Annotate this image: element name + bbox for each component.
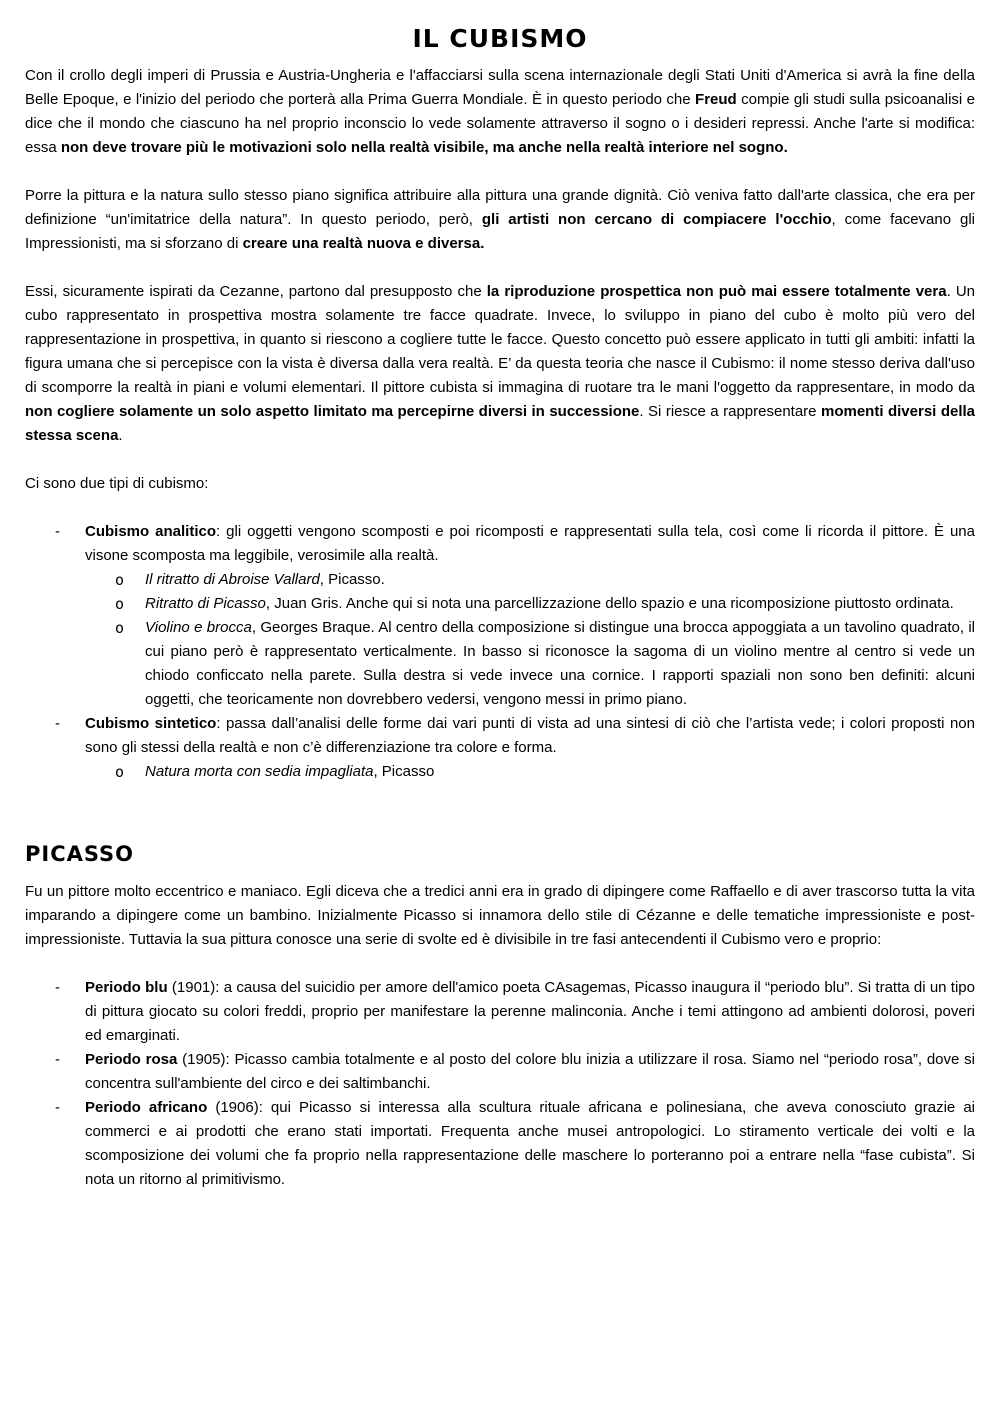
paragraph-perspective: [25, 280, 975, 448]
page-title: IL CUBISMO: [412, 24, 588, 53]
term: Periodo africano: [85, 1099, 208, 1116]
term: Periodo blu: [85, 979, 168, 996]
term: Cubismo analitico: [85, 523, 216, 540]
list-item-analytic: [25, 520, 975, 712]
term: Periodo rosa: [85, 1051, 178, 1068]
dash-bullet: -: [55, 979, 60, 996]
paragraph-picasso-intro: Fu un pittore molto eccentrico e maniaco. Egli diceva che a tredici anni era in grado di dipingere come Raffaello e di aver trascorso tutta la vita imparando a dipingere come un bambino. Inizialmente Picasso si innamora dello stile di Cézanne e delle tematiche impressioniste e post-impressioniste. Tuttavia la sua pittura conosce una serie di svolte ed è divisibile in tre fasi antecendenti il Cubismo vero e proprio:: [25, 883, 975, 948]
bold-text: momenti diversi della stessa scena: [25, 403, 975, 444]
bold-text: gli artisti non cercano di compiacere l'occhio: [481, 211, 832, 228]
list-item-synthetic: [25, 712, 975, 784]
paragraph-intro: [25, 64, 975, 160]
works-list: [85, 568, 975, 712]
bold-text: non deve trovare più le motivazioni solo nella realtà visibile, ma anche nella realtà interiore nel sogno.: [60, 139, 788, 156]
definition: (1905): Picasso cambia totalmente e al posto del colore blu inizia a utilizzare il rosa. Siamo nel “periodo rosa”, dove si concentra sull'ambiente del circo e dei saltimbanchi.: [85, 1051, 975, 1092]
circle-bullet: o: [115, 763, 125, 781]
text: Con il crollo degli imperi di Prussia e Austria-Ungheria e l'affacciarsi sulla scena internazionale degli Stati Uniti d'America si avrà la fine della Belle Epoque, e l'inizio del periodo che porterà alla Prima Guerra Mondiale. È in questo periodo che: [25, 67, 975, 108]
dash-bullet: -: [55, 523, 60, 540]
work-title: Il ritratto di Abroise Vallard: [145, 571, 320, 588]
definition: (1906): qui Picasso si interessa alla scultura rituale africana e polinesiana, che aveva conosciuto grazie ai commerci e ai prodotti che erano stati importati. Frequenta anche musei antropologici. Lo stiramento verticale dei volti e la scomposizione dei volumi che fa proprio nella rappresentazione delle maschere lo porteranno poi a entrare nella “fase cubista”. Si nota un ritorno al primitivismo.: [85, 1099, 976, 1188]
work-item: [85, 568, 975, 592]
list-item-rose-period: [25, 1048, 975, 1096]
dash-bullet: -: [55, 1051, 60, 1068]
section-spacer: [25, 784, 975, 840]
bold-text: Freud: [695, 91, 737, 108]
work-title: Violino e brocca: [145, 619, 252, 636]
list-item-african-period: [25, 1096, 975, 1192]
work-item: [85, 760, 975, 784]
work-author: , Juan Gris. Anche qui si nota una parcellizzazione dello spazio e una ricomposizione piuttosto ordinata.: [265, 595, 954, 612]
circle-bullet: o: [115, 595, 125, 613]
definition: : passa dall’analisi delle forme dai vari punti di vista ad una sintesi di ciò che l’artista vede; i colori proposti non sono gli stessi della realtà e non c’è differenziazione tra colore e forma.: [85, 715, 975, 756]
section-heading-picasso: PICASSO: [25, 842, 135, 866]
picasso-periods-list: [25, 976, 975, 1192]
work-title: Natura morta con sedia impagliata: [145, 763, 374, 780]
work-item: [85, 616, 975, 712]
work-item: [85, 592, 975, 616]
works-list: [85, 760, 975, 784]
bold-text: non cogliere solamente un solo aspetto limitato ma percepirne diversi in successione: [25, 403, 640, 420]
text: Essi, sicuramente ispirati da Cezanne, partono dal presupposto che: [25, 283, 487, 300]
bold-text: la riproduzione prospettica non può mai essere totalmente vera: [486, 283, 947, 300]
work-author: , Picasso.: [319, 571, 385, 588]
text: .: [118, 427, 123, 444]
paragraph-types-intro: Ci sono due tipi di cubismo:: [25, 475, 209, 492]
cubism-types-list: [25, 520, 975, 784]
text: . Un cubo rappresentato in prospettiva mostra solamente tre facce quadrate. Invece, lo sviluppo in piano del cubo è molto più vero del rappresentazione in prospettiva, in quanto si riescono a cogliere tutte le facce. Questo concetto può essere applicato in tutti gli ambiti: infatti la figura umana che si percepisce con la vista è diversa dalla vera realtà. E’ da questa teoria che nasce il Cubismo: il nome stesso deriva dall'uso di scomporre la realtà in piani e volumi elementari. Il pittore cubista si immagina di ruotare tra le mani l'oggetto da rappresentare, in modo da: [25, 283, 975, 396]
dash-bullet: -: [55, 715, 60, 732]
paragraph-art: [25, 184, 975, 256]
circle-bullet: o: [115, 571, 125, 589]
work-author: , Picasso: [373, 763, 435, 780]
list-item-blue-period: [25, 976, 975, 1048]
term: Cubismo sintetico: [85, 715, 217, 732]
bold-text: creare una realtà nuova e diversa.: [242, 235, 485, 252]
definition: : gli oggetti vengono scomposti e poi ricomposti e rappresentati sulla tela, così come li ricorda il pittore. È una visone scomposta ma leggibile, verosimile alla realtà.: [85, 523, 975, 564]
text: compie gli studi sulla psicoanalisi e dice che il mondo che ciascuno ha nel proprio inconscio lo vede solamente attraverso il sogno o i desideri repressi. Anche l'arte si modifica: essa: [25, 91, 975, 156]
work-author: , Georges Braque. Al centro della composizione si distingue una brocca appoggiata a un tavolino quadrato, il cui piano però è rappresentato verticalmente. In basso si riconosce la sagoma di un violino mentre al centro si vede un chiodo conficcato nella parete. Sulla destra si vede invece una cornice. I rapporti spaziali non sono ben definiti: alcuni oggetti, che teoricamente non dovrebbero vedersi, vengono messi in primo piano.: [145, 619, 975, 708]
dash-bullet: -: [55, 1099, 60, 1116]
text: Porre la pittura e la natura sullo stesso piano significa attribuire alla pittura una grande dignità. Ciò veniva fatto dall'arte classica, che era per definizione “un'imitatrice della natura”. In questo periodo, però,: [25, 187, 975, 228]
work-title: Ritratto di Picasso: [145, 595, 266, 612]
definition: (1901): a causa del suicidio per amore dell'amico poeta CAsagemas, Picasso inaugura il “periodo blu”. Si tratta di un tipo di pittura giocato su colori freddi, proprio per manifestare la perenne malinconia. Anche i temi attingono ad ambienti dolorosi, poveri ed emarginati.: [85, 979, 975, 1044]
text: . Si riesce a rappresentare: [639, 403, 821, 420]
text: , come facevano gli Impressionisti, ma si sforzano di: [25, 211, 975, 252]
circle-bullet: o: [115, 619, 125, 637]
